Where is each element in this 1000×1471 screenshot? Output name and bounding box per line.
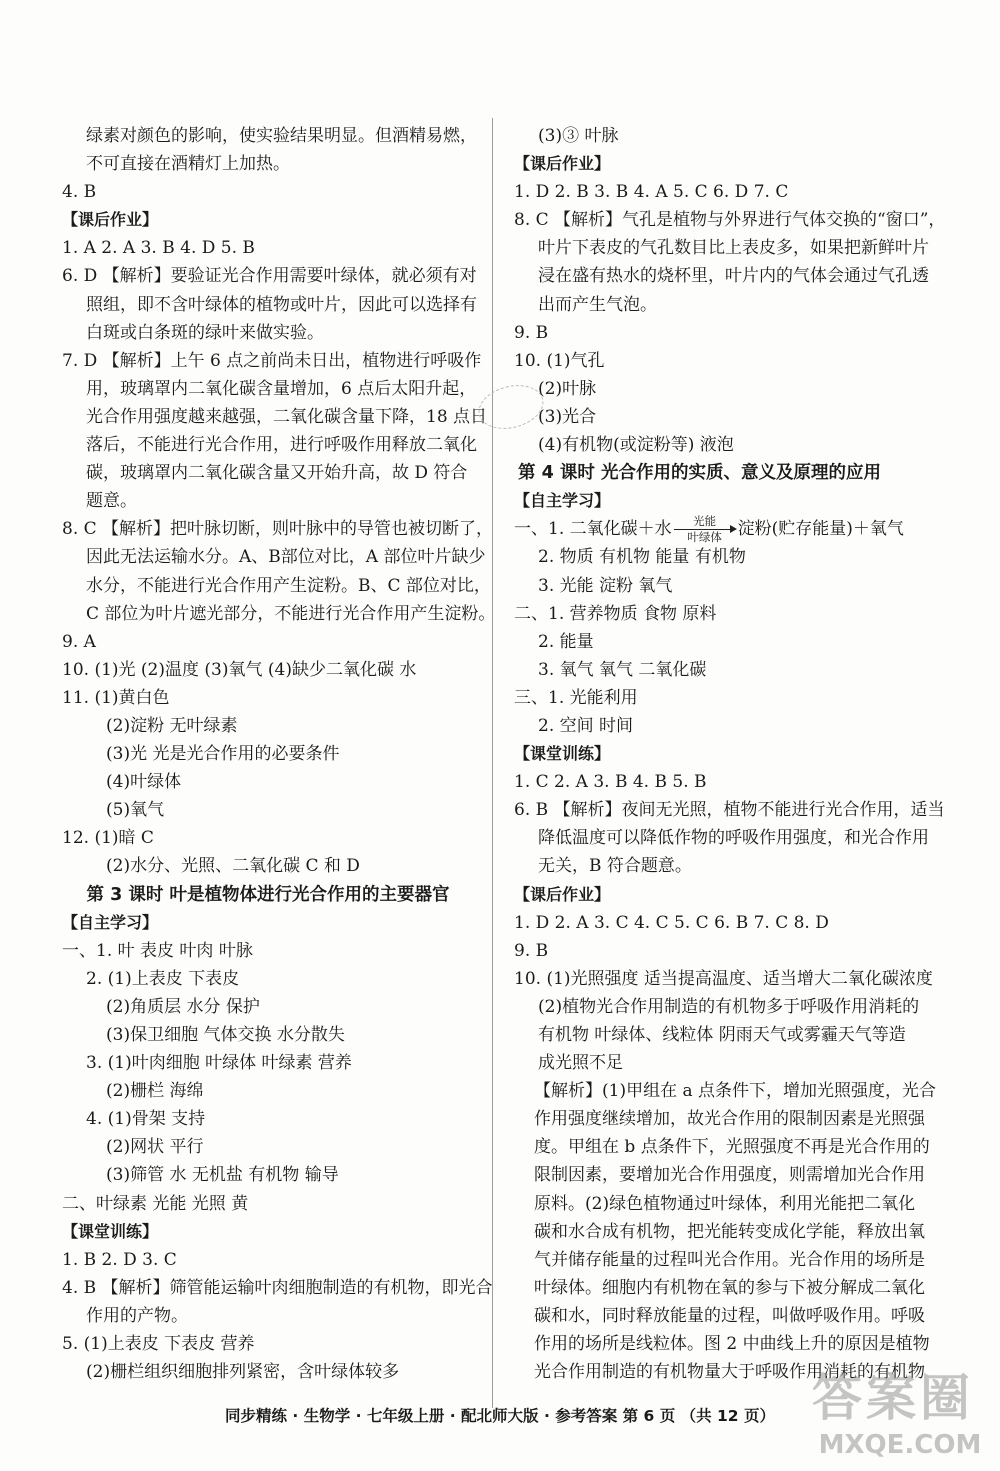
answer-line: (3)光 光是光合作用的必要条件 — [106, 744, 340, 765]
answer-line: 光合作用强度越来越强，二氧化碳含量下降，18 点日 — [86, 406, 488, 427]
section-heading: 【课堂训练】 — [514, 744, 611, 764]
answer-line: 出而产生气泡。 — [538, 294, 657, 315]
answer-line: 9. A — [62, 631, 96, 652]
equation-reactants: 一、1. 二氧化碳＋水 — [514, 519, 672, 540]
answer-line: (2)栅栏组织细胞排列紧密，含叶绿体较多 — [86, 1362, 400, 1383]
answer-line: 8. C 【解析】气孔是植物与外界进行气体交换的“窗口”， — [514, 210, 946, 231]
answer-line: 碳和水合成有机物，把光能转变成化学能，释放出氧 — [534, 1221, 925, 1242]
answer-line: 因此无法运输水分。A、B部位对比，A 部位叶片缺少 — [86, 547, 486, 568]
answer-line: 照组，即不含叶绿体的植物或叶片，因此可以选择有 — [86, 294, 477, 315]
answer-line: (3)光合 — [538, 406, 597, 427]
arrow-condition-top: 光能 — [693, 514, 717, 529]
answer-line: 【解析】(1)甲组在 a 点条件下，增加光照强度，光合 — [534, 1081, 937, 1102]
answer-line: 2. (1)上表皮 下表皮 — [86, 968, 240, 989]
watermark-url: MXQE.COM — [818, 1430, 982, 1460]
answer-line: 3. 氧气 氧气 二氧化碳 — [538, 659, 707, 680]
answer-line: 2. 空间 时间 — [538, 715, 634, 736]
answer-line: 4. (1)骨架 支持 — [86, 1109, 206, 1130]
answer-line: 1. B 2. D 3. C — [62, 1249, 177, 1270]
answer-line: 3. 光能 淀粉 氧气 — [538, 575, 673, 596]
watermark-text: 答案圈 — [812, 1369, 974, 1427]
answer-line: 有机物 叶绿体、线粒体 阴雨天气或雾霾天气等造 — [538, 1025, 906, 1045]
reaction-arrow — [674, 515, 736, 543]
answer-line: 度。甲组在 b 点条件下，光照强度不再是光合作用的 — [534, 1137, 930, 1158]
answer-line: 二、1. 营养物质 食物 原料 — [514, 603, 717, 624]
answer-line: 不可直接在酒精灯上加热。 — [86, 154, 290, 175]
answer-line: 10. (1)光照强度 适当提高温度、适当增大二氧化碳浓度 — [514, 968, 933, 989]
answer-line: 6. D 【解析】要验证光合作用需要叶绿体，就必须有对 — [62, 266, 477, 287]
answer-line: (4)叶绿体 — [106, 772, 182, 793]
answer-line: 绿素对颜色的影响，使实验结果明显。但酒精易燃， — [86, 126, 477, 146]
answer-line: 用，玻璃罩内二氧化碳含量增加，6 点后太阳升起， — [86, 378, 477, 399]
arrow-condition-bottom: 叶绿体 — [687, 530, 722, 545]
answer-line: 气并储存能量的过程叫光合作用。光合作用的场所是 — [534, 1249, 925, 1270]
answer-line: 碳和水，同时释放能量的过程，叫做呼吸作用。呼吸 — [534, 1305, 925, 1326]
answer-line: (2)角质层 水分 保护 — [106, 996, 260, 1017]
section-heading: 【自主学习】 — [514, 491, 611, 511]
section-heading: 【自主学习】 — [62, 912, 159, 932]
answer-line: 12. (1)暗 C — [62, 828, 154, 849]
right-column — [514, 122, 946, 1386]
answer-line: 作用的产物。 — [86, 1305, 188, 1326]
answer-line: (2)网状 平行 — [106, 1137, 204, 1158]
equation-products: 淀粉(贮存能量)＋氧气 — [737, 519, 904, 540]
answer-line: 叶绿体。细胞内有机物在氧的参与下被分解成二氧化 — [534, 1277, 925, 1298]
answer-line: 4. B 【解析】筛管能运输叶肉细胞制造的有机物，即光合 — [62, 1277, 493, 1298]
answer-line: 作用的场所是线粒体。图 2 中曲线上升的原因是植物 — [534, 1334, 930, 1355]
section-heading: 【课后作业】 — [514, 154, 611, 174]
column-divider — [492, 118, 493, 1408]
answer-line: (3)筛管 水 无机盐 有机物 输导 — [106, 1165, 339, 1186]
answer-line: 碳，玻璃罩内二氧化碳含量又开始升高，故 D 符合 — [86, 463, 468, 484]
answer-line: 11. (1)黄白色 — [62, 687, 170, 708]
answer-line: 9. B — [514, 322, 549, 343]
answer-line: 1. D 2. A 3. C 4. C 5. C 6. B 7. C 8. D — [514, 912, 829, 933]
answer-line: 2. 物质 有机物 能量 有机物 — [538, 547, 746, 568]
answer-line: 1. D 2. B 3. B 4. A 5. C 6. D 7. C — [514, 182, 789, 203]
answer-line: 一、1. 叶 表皮 叶肉 叶脉 — [62, 940, 253, 961]
answer-line: 成光照不足 — [538, 1053, 623, 1074]
answer-line: 10. (1)气孔 — [514, 350, 605, 371]
answer-line: 无关，B 符合题意。 — [538, 856, 692, 877]
answer-line: 5. (1)上表皮 下表皮 营养 — [62, 1334, 255, 1355]
answer-line: (3)保卫细胞 气体交换 水分散失 — [106, 1025, 345, 1045]
answer-line: 限制因素，要增加光合作用强度，则需增加光合作用 — [534, 1165, 925, 1186]
watermark-logo — [812, 1366, 988, 1466]
answer-line: 3. (1)叶肉细胞 叶绿体 叶绿素 营养 — [86, 1053, 352, 1074]
answer-line: 降低温度可以降低作物的呼吸作用强度，和光合作用 — [538, 828, 929, 849]
answer-line: 二、叶绿素 光能 光照 黄 — [62, 1193, 249, 1214]
answer-line: 光合作用制造的有机物量大于呼吸作用消耗的有机物 — [534, 1362, 925, 1383]
answer-line: (3)③ 叶脉 — [538, 126, 619, 146]
answer-line: 6. B 【解析】夜间无光照，植物不能进行光合作用，适当 — [514, 800, 945, 821]
answer-line: 2. 能量 — [538, 631, 594, 652]
answer-line: 水分，不能进行光合作用产生淀粉。B、C 部位对比， — [86, 575, 491, 596]
answer-line: (2)淀粉 无叶绿素 — [106, 715, 238, 736]
section-heading: 【课后作业】 — [62, 210, 159, 230]
answer-line: (2)水分、光照、二氧化碳 C 和 D — [106, 856, 360, 877]
answer-line: 原料。(2)绿色植物通过叶绿体，利用光能把二氧化 — [534, 1193, 916, 1214]
answer-line: 8. C 【解析】把叶脉切断，则叶脉中的导管也被切断了， — [62, 519, 494, 540]
left-column — [62, 122, 496, 1386]
answer-line: (2)栅栏 海绵 — [106, 1081, 204, 1102]
answer-line: 4. B — [62, 182, 97, 203]
section-heading: 【课后作业】 — [514, 884, 611, 904]
lesson-title: 第 3 课时 叶是植物体进行光合作用的主要器官 — [86, 884, 450, 905]
answer-line: 9. B — [514, 940, 549, 961]
answer-line: 7. D 【解析】上午 6 点之前尚未日出，植物进行呼吸作 — [62, 350, 482, 371]
answer-line: 题意。 — [86, 491, 137, 512]
answer-line: 白斑或白条斑的绿叶来做实验。 — [86, 322, 324, 343]
answer-line: 10. (1)光 (2)温度 (3)氧气 (4)缺少二氧化碳 水 — [62, 659, 417, 680]
answer-line: (4)有机物(或淀粉等) 液泡 — [538, 435, 734, 456]
lesson-title: 第 4 课时 光合作用的实质、意义及原理的应用 — [518, 463, 881, 484]
answer-line: (2)叶脉 — [538, 378, 597, 399]
answer-line: (2)植物光合作用制造的有机物多于呼吸作用消耗的 — [538, 996, 920, 1017]
answer-line: 浸在盛有热水的烧杯里，叶片内的气体会通过气孔透 — [538, 266, 929, 287]
answer-line: 1. A 2. A 3. B 4. D 5. B — [62, 238, 255, 259]
section-heading: 【课堂训练】 — [62, 1221, 159, 1241]
answer-line: 1. C 2. A 3. B 4. B 5. B — [514, 772, 707, 793]
answer-line: 作用强度继续增加，故光合作用的限制因素是光照强 — [534, 1109, 925, 1130]
answer-line: (5)氧气 — [106, 800, 165, 821]
answer-line: 叶片下表皮的气孔数目比上表皮多，如果把新鲜叶片 — [538, 238, 929, 259]
answer-line: C 部位为叶片遮光部分，不能进行光合作用产生淀粉。 — [86, 603, 496, 624]
photosynthesis-equation — [514, 515, 932, 543]
answer-line: 落后，不能进行光合作用，进行呼吸作用释放二氧化 — [86, 435, 477, 456]
answer-line: 三、1. 光能利用 — [514, 687, 638, 708]
page-footer: 同步精练 · 生物学 · 七年级上册 · 配北师大版 · 参考答案 第 6 页 （共 12 页） — [225, 1407, 775, 1425]
